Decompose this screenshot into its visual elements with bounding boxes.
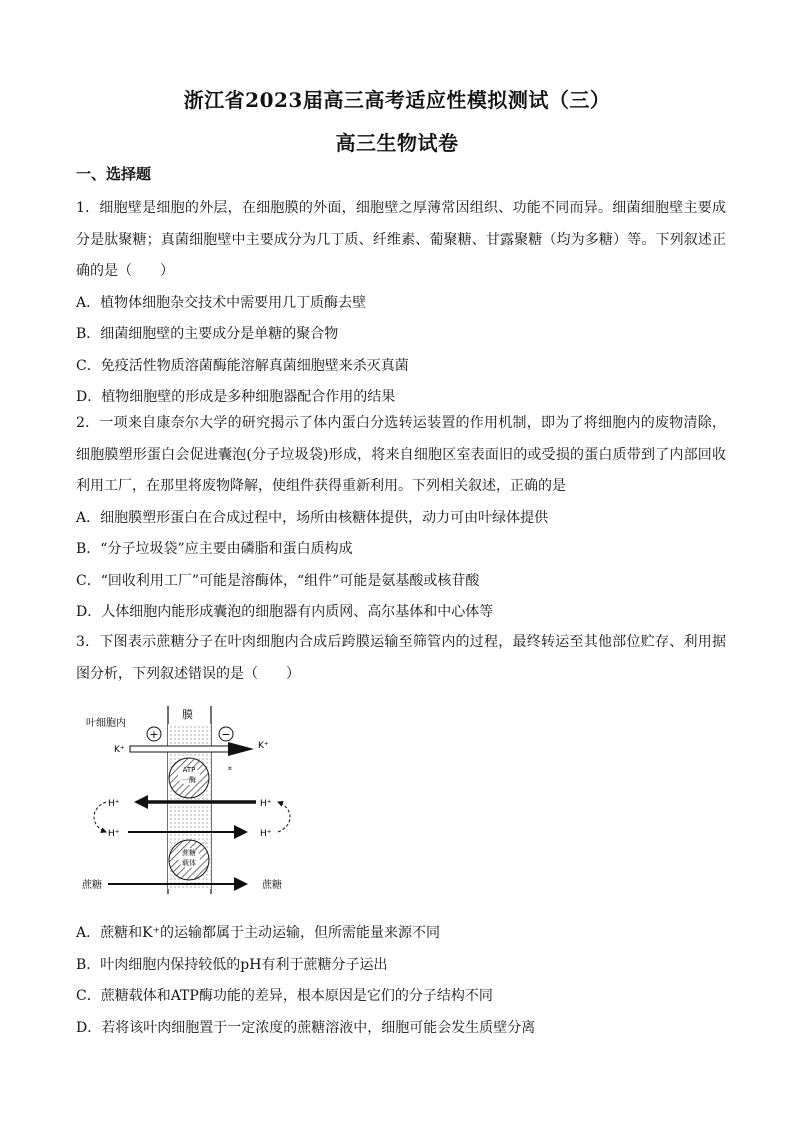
left-cycle-arrow <box>94 802 106 832</box>
minus-sign: − <box>221 728 231 741</box>
carrier-label-1: 蔗糖 <box>182 849 196 857</box>
k-arrow-head-icon <box>228 742 254 756</box>
page-title: 浙江省2023届高三高考适应性模拟测试（三） <box>183 88 611 112</box>
option-d: D．植物细胞壁的形成是多种细胞器配合作用的结果 <box>76 389 396 405</box>
question-stem: 1．细胞壁是细胞的外层，在细胞膜的外面，细胞壁之厚薄常因组织、功能不同而异。细菌细胞壁主要成分是肽聚糖；真菌细胞壁中主要成分为几丁质、纤维素、葡聚糖、甘露聚糖（均为多糖）等。下列叙述正确的是（ ） <box>76 200 726 279</box>
k-channel-bar <box>130 746 230 752</box>
option-a: A．蔗糖和K⁺的运输都属于主动运输，但所需能量来源不同 <box>76 925 440 941</box>
option-a: A．植物体细胞杂交技术中需要用几丁质酶去壁 <box>76 294 367 311</box>
inside-label: 叶细胞内 <box>86 718 126 729</box>
plus-sign: + <box>149 728 159 741</box>
carrier-label-2: 载体 <box>182 859 196 867</box>
h-bottom-left-label: H⁺ <box>108 829 120 839</box>
k-left-label: K⁺ <box>114 745 125 755</box>
h-efflux-arrow-head-icon <box>134 795 148 809</box>
question-stem: 3．下图表示蔗糖分子在叶肉细胞内合成后跨膜运输至筛管内的过程，最终转运至其他部位贮存、利用据图分析，下列叙述错误的是（ ） <box>76 634 726 682</box>
h-bottom-right-label: H⁺ <box>260 829 272 839</box>
option-b: B．细菌细胞壁的主要成分是单糖的聚合物 <box>76 326 339 342</box>
dot-mark: ¤ <box>228 765 232 772</box>
option-b: B．“分子垃圾袋”应主要由磷脂和蛋白质构成 <box>76 541 353 557</box>
atp-enzyme-label: 一酶 <box>182 776 196 784</box>
question-1 <box>76 193 726 414</box>
option-c: C．免疫活性物质溶菌酶能溶解真菌细胞壁来杀灭真菌 <box>76 357 409 374</box>
k-right-label: K⁺ <box>258 741 269 751</box>
right-cycle-arrow <box>278 802 290 832</box>
option-a: A．细胞膜塑形蛋白在合成过程中，场所由核糖体提供，动力可由叶绿体提供 <box>76 509 549 526</box>
option-c: C．蔗糖载体和ATP酶功能的差异，根本原因是它们的分子结构不同 <box>76 988 493 1004</box>
h-top-left-label: H⁺ <box>108 799 120 809</box>
atp-label: ATP <box>182 766 196 774</box>
section-heading: 一、选择题 <box>76 165 152 183</box>
question-stem: 2．一项来自康奈尔大学的研究揭示了体内蛋白分选转运装置的作用机制，即为了将细胞内的废物清除，细胞膜塑形蛋白会促进囊泡(分子垃圾袋)形成，将来自细胞区室表面旧的或受损的蛋白质带到了内部回收利用工厂，在那里将废物降解，使组件获得重新利用。下列相关叙述，正确的是 <box>76 415 726 494</box>
membrane-label: 膜 <box>182 708 193 721</box>
membrane-transport-diagram <box>78 698 308 898</box>
h-top-right-label: H⁺ <box>260 799 272 809</box>
question-3 <box>76 627 726 690</box>
sucrose-right-label: 蔗糖 <box>262 880 282 891</box>
option-c: C．“回收利用工厂”可能是溶酶体，“组件”可能是氨基酸或核苷酸 <box>76 572 480 589</box>
question-2 <box>76 408 726 629</box>
page-subtitle: 高三生物试卷 <box>335 131 459 155</box>
option-d: D．若将该叶肉细胞置于一定浓度的蔗糖溶液中，细胞可能会发生质壁分离 <box>76 1019 536 1036</box>
sucrose-left-label: 蔗糖 <box>82 880 102 891</box>
option-d: D．人体细胞内能形成囊泡的细胞器有内质网、高尔基体和中心体等 <box>76 604 494 620</box>
question-3-options <box>76 918 726 1044</box>
option-b: B．叶肉细胞内保持较低的pH有利于蔗糖分子运出 <box>76 956 388 973</box>
